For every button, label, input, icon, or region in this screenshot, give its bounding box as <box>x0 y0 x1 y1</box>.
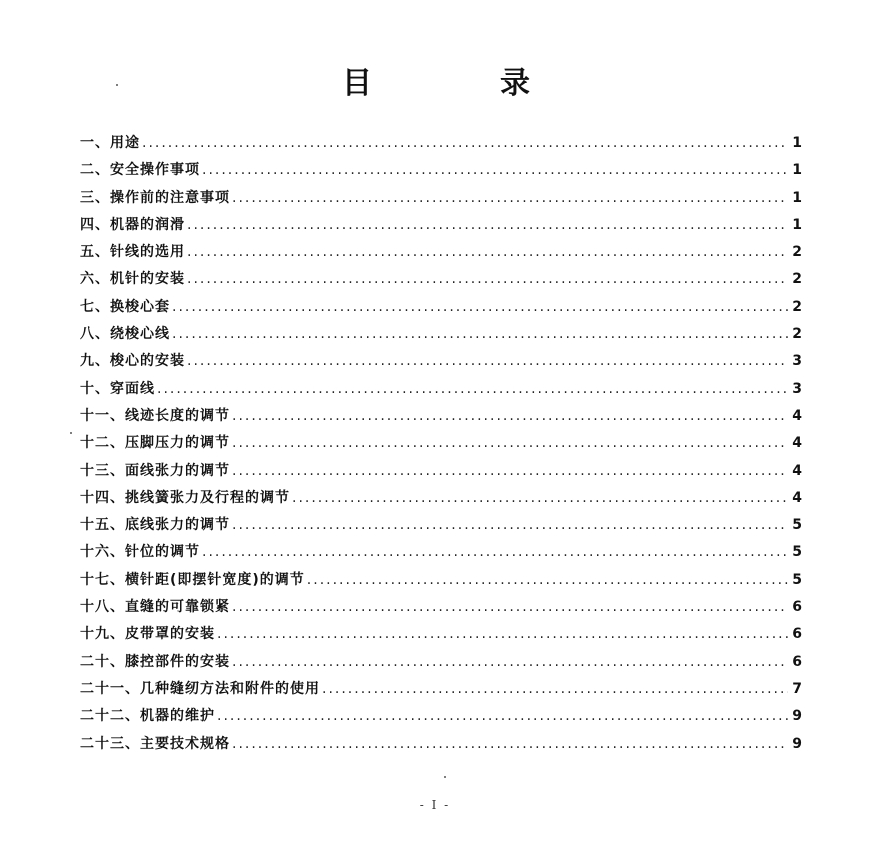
toc-row <box>80 623 802 650</box>
page-title <box>0 58 870 102</box>
toc-entry-label: 二十三、主要技术规格 <box>80 735 230 752</box>
scan-speck <box>444 776 446 778</box>
toc-entry-label: 十六、针位的调节 <box>80 544 200 561</box>
toc-entry-label: 六、机针的安装 <box>80 271 185 288</box>
dot-leader <box>172 326 788 342</box>
toc-row <box>80 678 802 705</box>
toc-page-number: 3 <box>792 380 802 397</box>
dot-leader <box>157 381 788 397</box>
toc-entry-label: 五、针线的选用 <box>80 244 185 261</box>
dot-leader <box>202 162 788 178</box>
toc-page-number: 5 <box>792 544 802 561</box>
toc-page-number: 4 <box>792 435 802 452</box>
dot-leader <box>232 463 788 479</box>
toc-row <box>80 350 802 377</box>
dot-leader <box>217 626 788 642</box>
toc-entry-label: 七、换梭心套 <box>80 298 170 315</box>
dot-leader <box>202 544 788 560</box>
dot-leader <box>172 299 788 315</box>
toc-row <box>80 541 802 568</box>
toc-entry-label: 十七、横针距(即摆针宽度)的调节 <box>80 571 305 588</box>
toc-entry-label: 十五、底线张力的调节 <box>80 517 230 534</box>
dot-leader <box>217 708 788 724</box>
table-of-contents <box>80 132 802 760</box>
toc-row <box>80 733 802 760</box>
scan-speck <box>70 432 72 434</box>
toc-row <box>80 705 802 732</box>
dot-leader <box>187 217 788 233</box>
toc-page-number: 6 <box>792 626 802 643</box>
dot-leader <box>232 654 788 670</box>
toc-page-number: 4 <box>792 489 802 506</box>
toc-entry-label: 十三、面线张力的调节 <box>80 462 230 479</box>
toc-row <box>80 514 802 541</box>
dot-leader <box>292 490 788 506</box>
toc-page-number: 4 <box>792 407 802 424</box>
dot-leader <box>322 681 788 697</box>
toc-entry-label: 十四、挑线簧张力及行程的调节 <box>80 489 290 506</box>
toc-row <box>80 460 802 487</box>
toc-page-number: 6 <box>792 599 802 616</box>
toc-row <box>80 651 802 678</box>
scan-speck <box>116 84 118 86</box>
toc-row <box>80 187 802 214</box>
toc-row <box>80 569 802 596</box>
dot-leader <box>232 435 788 451</box>
title-char-2: 录 <box>500 66 530 101</box>
toc-entry-label: 十二、压脚压力的调节 <box>80 435 230 452</box>
toc-row <box>80 214 802 241</box>
toc-entry-label: 四、机器的润滑 <box>80 216 185 233</box>
dot-leader <box>232 190 788 206</box>
toc-entry-label: 二十、膝控部件的安装 <box>80 653 230 670</box>
toc-page-number: 4 <box>792 462 802 479</box>
dot-leader <box>142 135 788 151</box>
toc-entry-label: 十一、线迹长度的调节 <box>80 407 230 424</box>
toc-page-number: 1 <box>792 216 802 233</box>
toc-entry-label: 十、穿面线 <box>80 380 155 397</box>
toc-page-number: 9 <box>792 735 802 752</box>
toc-entry-label: 十九、皮带罩的安装 <box>80 626 215 643</box>
dot-leader <box>232 599 788 615</box>
dot-leader <box>232 408 788 424</box>
dot-leader <box>187 353 788 369</box>
dot-leader <box>187 244 788 260</box>
dot-leader <box>232 517 788 533</box>
toc-page-number: 3 <box>792 353 802 370</box>
toc-row <box>80 378 802 405</box>
toc-page-number: 1 <box>792 162 802 179</box>
toc-page-number: 5 <box>792 517 802 534</box>
toc-page-number: 7 <box>792 680 802 697</box>
dot-leader <box>307 572 788 588</box>
toc-row <box>80 405 802 432</box>
toc-page-number: 6 <box>792 653 802 670</box>
toc-entry-label: 十八、直缝的可靠锁紧 <box>80 599 230 616</box>
toc-page-number: 1 <box>792 189 802 206</box>
toc-row <box>80 323 802 350</box>
dot-leader <box>187 271 788 287</box>
toc-row <box>80 159 802 186</box>
toc-page-number: 5 <box>792 571 802 588</box>
toc-row <box>80 268 802 295</box>
dot-leader <box>232 736 788 752</box>
toc-page-number: 1 <box>792 135 802 151</box>
toc-row <box>80 241 802 268</box>
toc-page-number: 2 <box>792 298 802 315</box>
toc-row <box>80 487 802 514</box>
toc-row <box>80 132 802 159</box>
toc-entry-label: 二、安全操作事项 <box>80 162 200 179</box>
page-number-footer: - I - <box>419 798 451 812</box>
toc-row <box>80 432 802 459</box>
toc-entry-label: 二十一、几种缝纫方法和附件的使用 <box>80 680 320 697</box>
toc-page-number: 9 <box>792 708 802 725</box>
toc-row <box>80 596 802 623</box>
toc-page-number: 2 <box>792 326 802 343</box>
toc-entry-label: 三、操作前的注意事项 <box>80 189 230 206</box>
toc-entry-label: 二十二、机器的维护 <box>80 708 215 725</box>
title-char-1: 目 <box>342 66 372 101</box>
toc-entry-label: 一、用途 <box>80 135 140 151</box>
toc-entry-label: 八、绕梭心线 <box>80 326 170 343</box>
toc-row <box>80 296 802 323</box>
toc-entry-label: 九、梭心的安装 <box>80 353 185 370</box>
toc-page-number: 2 <box>792 271 802 288</box>
toc-page-number: 2 <box>792 244 802 261</box>
